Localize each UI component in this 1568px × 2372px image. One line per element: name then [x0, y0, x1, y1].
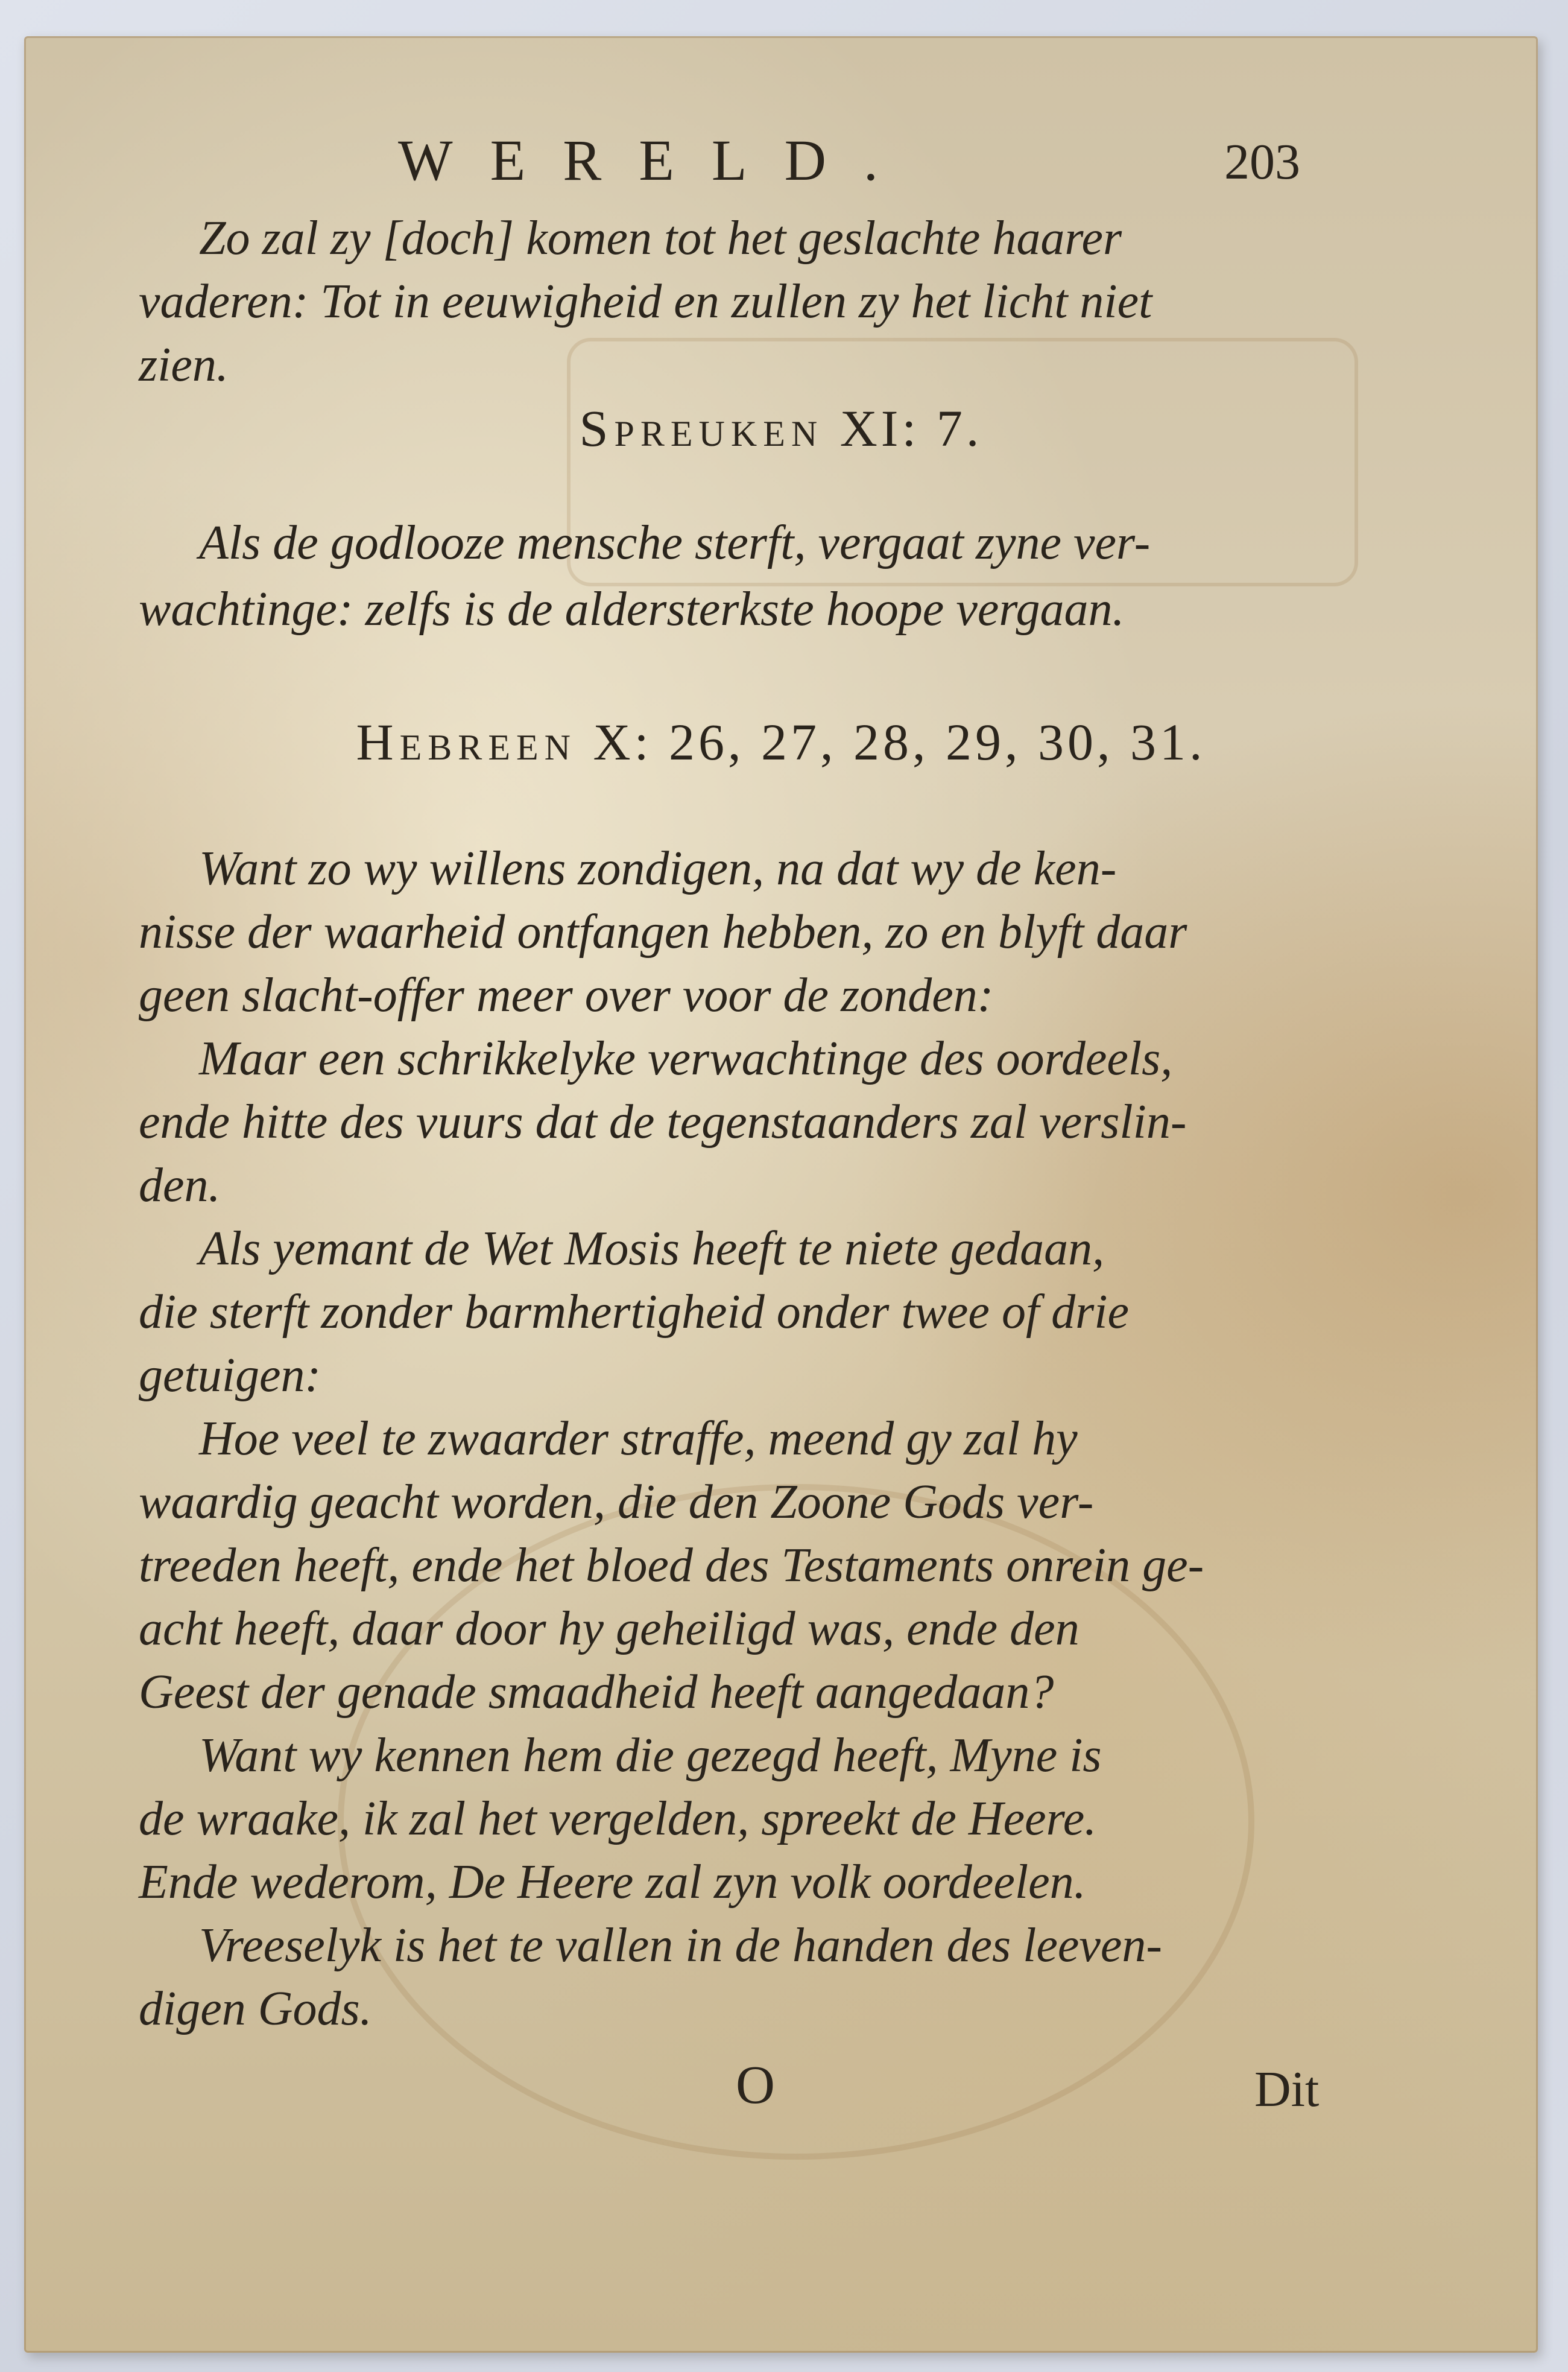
page-text: [24, 36, 1538, 2353]
running-head: [24, 127, 1538, 199]
text-line: treeden heeft, ende het bloed des Testaments onrein ge-: [139, 1539, 1204, 1592]
section-heading: [24, 398, 1538, 458]
text-line: Geest der genade smaadheid heeft aangedaan?: [139, 1666, 1054, 1719]
text-line: ende hitte des vuurs dat de tegenstaanders zal verslin-: [139, 1096, 1187, 1149]
text-line: de wraake, ik zal het vergelden, spreekt de Heere.: [139, 1792, 1097, 1845]
text-line: Ende wederom, De Heere zal zyn volk oordeelen.: [139, 1856, 1086, 1909]
page-number: 203: [1224, 134, 1300, 190]
text-line: geen slacht-offer meer over voor de zonden:: [139, 969, 994, 1022]
text-line: waardig geacht worden, die den Zoone Gods ver-: [139, 1476, 1094, 1529]
section-heading: [24, 712, 1538, 772]
text-line: Als de godlooze mensche sterft, vergaat zyne ver-: [199, 516, 1151, 569]
heading-reference: X: 26, 27, 28, 29, 30, 31.: [593, 713, 1206, 771]
heading-book: Spreuken: [579, 399, 824, 457]
book-page: [24, 36, 1538, 2353]
text-line: den.: [139, 1159, 221, 1212]
signature-mark: O: [736, 2055, 775, 2115]
catchword: Dit: [1254, 2061, 1320, 2117]
text-line: zien.: [139, 338, 229, 392]
text-line: Vreeselyk is het te vallen in de handen des leeven-: [199, 1919, 1163, 1972]
text-line: getuigen:: [139, 1349, 321, 1402]
text-line: die sterft zonder barmhertigheid onder twee of drie: [139, 1286, 1130, 1339]
text-line: Maar een schrikkelyke verwachtinge des oordeels,: [199, 1032, 1173, 1085]
heading-book: Hebreen: [356, 713, 577, 771]
text-line: digen Gods.: [139, 1982, 372, 2035]
text-line: acht heeft, daar door hy geheiligd was, ende den: [139, 1602, 1080, 1655]
text-line: nisse der waarheid ontfangen hebben, zo en blyft daar: [139, 905, 1187, 959]
text-line: Zo zal zy [doch] komen tot het geslachte haarer: [199, 212, 1122, 265]
text-line: Want wy kennen hem die gezegd heeft, Myne is: [199, 1729, 1102, 1782]
text-line: Hoe veel te zwaarder straffe, meend gy zal hy: [199, 1412, 1078, 1465]
text-line: wachtinge: zelfs is de aldersterkste hoope vergaan.: [139, 583, 1125, 636]
text-line: Want zo wy willens zondigen, na dat wy de ken-: [199, 842, 1117, 895]
running-head-title: WERELD.: [398, 128, 915, 192]
heading-reference: XI: 7.: [839, 399, 983, 457]
text-line: vaderen: Tot in eeuwigheid en zullen zy het licht niet: [139, 275, 1152, 328]
text-line: Als yemant de Wet Mosis heeft te niete gedaan,: [199, 1222, 1105, 1275]
